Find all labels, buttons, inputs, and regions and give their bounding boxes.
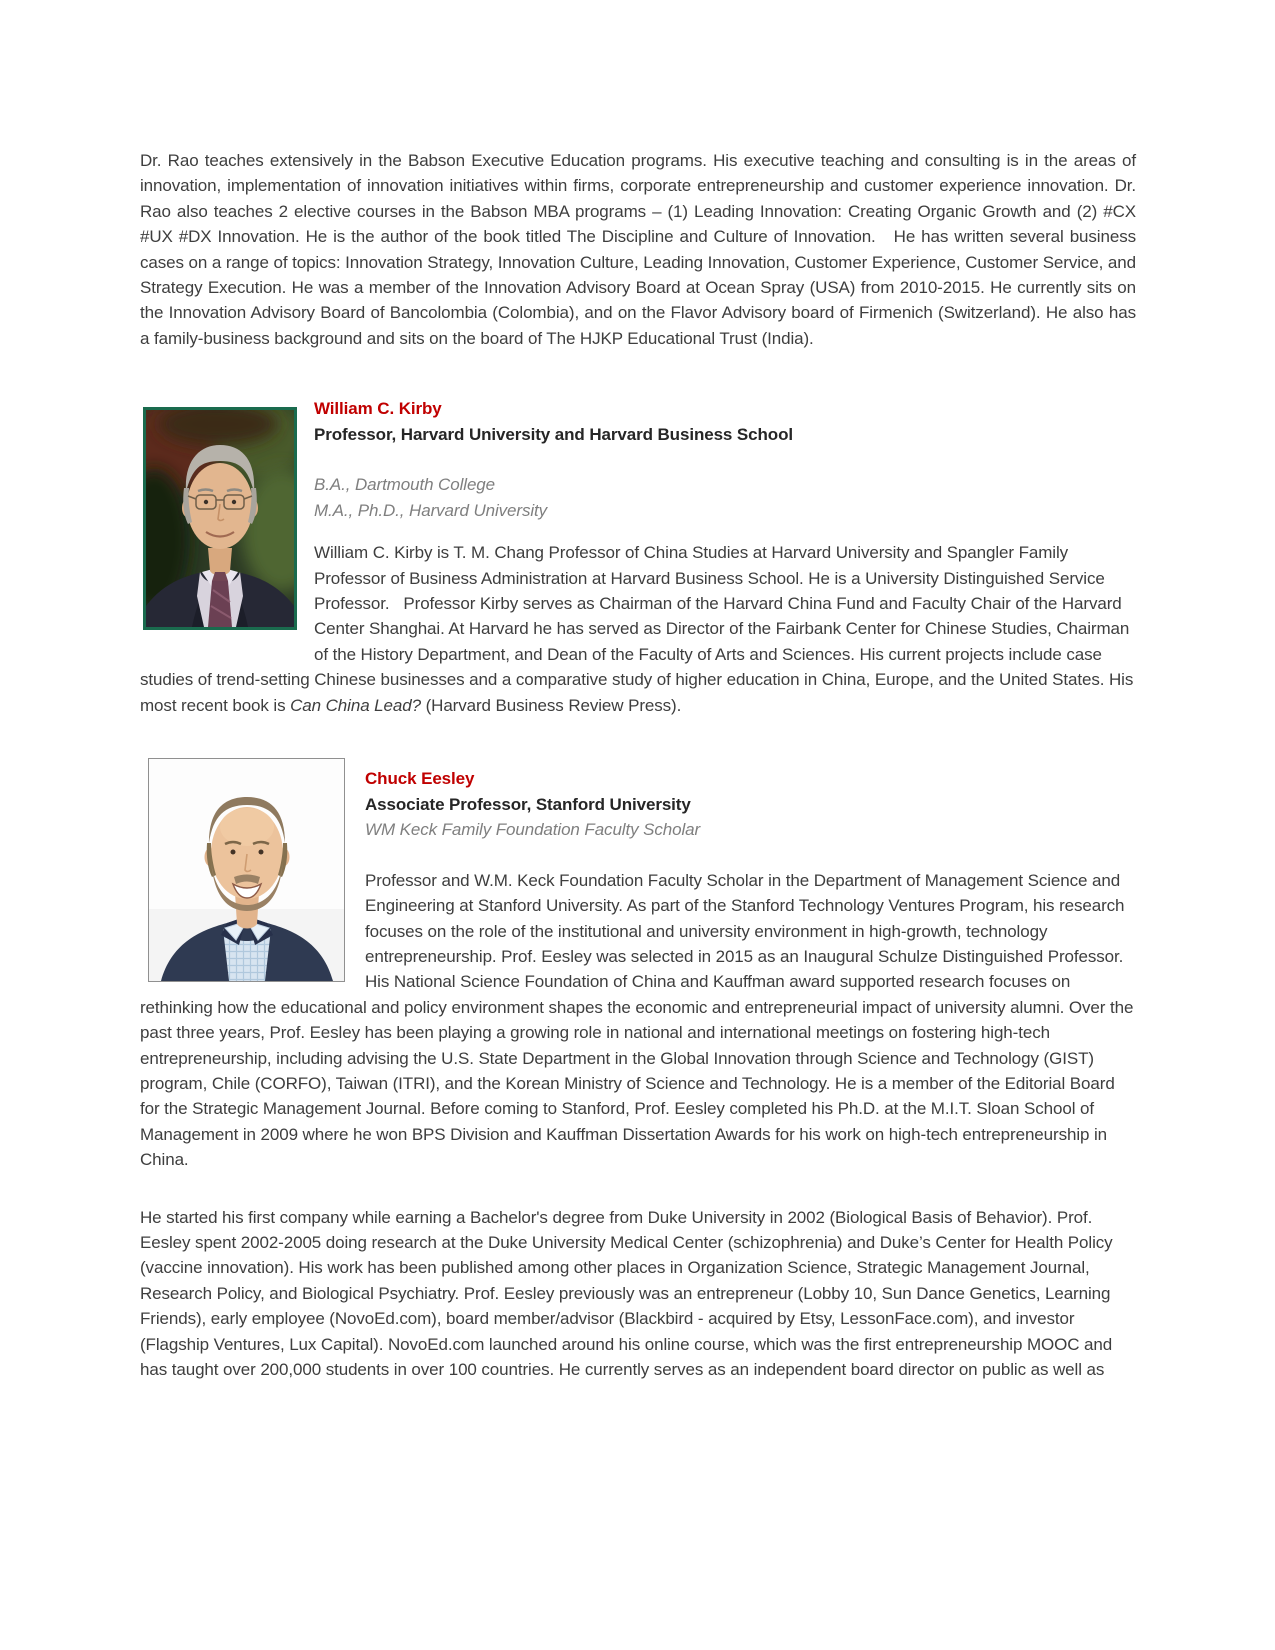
eesley-bio: Professor and W.M. Keck Foundation Faculty Scholar in the Department of Management Science and Engineering at Stanford University. As part of the Stanford Technology Ventures Program, his research focuses on the role of the institutional and university environment in high-growth, technology entrepreneurship. Prof. Eesley was selected in 2015 as an Inaugural Schulze Distinguished Professor. His National Science Foundation of China and Kauffman award supported research focuses on rethinking how the educational and policy environment shapes the economic and entrepreneurial impact of university alumni. Over the past three years, Prof. Eesley has been playing a growing role in national and international meetings on fostering high-tech entrepreneurship, including advising the U.S. State Department in the Global Innovation through Science and Technology (GIST) program, Chile (CORFO), Taiwan (ITRI), and the Korean Ministry of Science and Technology. He is a member of the Editorial Board for the Strategic Management Journal. Before coming to Stanford, Prof. Eesley completed his Ph.D. at the M.I.T. Sloan School of Management in 2009 where he won BPS Division and Kauffman Dissertation Awards for his work on high-tech entrepreneurship in China. xyxy=(140,870,1138,1170)
kirby-degree-2: M.A., Ph.D., Harvard University xyxy=(314,500,548,520)
eesley-portrait-illustration xyxy=(149,759,344,981)
closing-paragraph: He started his first company while earning a Bachelor's degree from Duke University in 2002 (Biological Basis of Behavior). Prof. Eesley spent 2002-2005 doing research at the Duke University Medical Center (schizophrenia) and Duke’s Center for Health Policy (vaccine innovation). His work has been published among other places in Organization Science, Strategic Management Journal, Research Policy, and Biological Psychiatry. Prof. Eesley previously was an entrepreneur (Lobby 10, Sun Dance Genetics, Learning Friends), early employee (NovoEd.com), board member/advisor (Blackbird - acquired by Etsy, LessonFace.com), and investor (Flagship Ventures, Lux Capital). NovoEd.com launched around his online course, which was the first entrepreneurship MOOC and has taught over 200,000 students in over 100 countries. He currently serves as an independent board director on public as well as xyxy=(140,1207,1118,1380)
kirby-bio-text-end: (Harvard Business Review Press). xyxy=(420,695,682,715)
eesley-name: Chuck Eesley xyxy=(365,769,475,789)
kirby-portrait-illustration xyxy=(146,410,294,627)
kirby-bio-book-title: Can China Lead? xyxy=(290,695,421,715)
kirby-name: William C. Kirby xyxy=(314,399,442,419)
eesley-photo xyxy=(148,758,345,982)
eesley-subtitle: WM Keck Family Foundation Faculty Scholar xyxy=(365,819,701,839)
kirby-degree-1: B.A., Dartmouth College xyxy=(314,475,496,495)
document-content xyxy=(140,148,1141,1382)
kirby-title: Professor, Harvard University and Harvard Business School xyxy=(314,424,793,444)
kirby-bio-text: William C. Kirby is T. M. Chang Professor of China Studies at Harvard University and Spangler Family Professor of Business Administration at Harvard Business School. He is a University Distinguished Service Professor. Professor Kirby serves as Chairman of the Harvard China Fund and Faculty Chair of the Harvard Center Shanghai. At Harvard he has served as Director of the Fairbank Center for Chinese Studies, Chairman of the History Department, and Dean of the Faculty of Arts and Sciences. His current projects include case studies of trend-setting Chinese businesses and a comparative study of higher education in China, Europe, and the United States. His most recent book is xyxy=(140,543,1138,715)
kirby-section xyxy=(140,396,1136,718)
intro-paragraph: Dr. Rao teaches extensively in the Babson Executive Education programs. His executive teaching and consulting is in the areas of innovation, implementation of innovation initiatives within firms, corporate entrepreneurship and customer experience innovation. Dr. Rao also teaches 2 elective courses in the Babson MBA programs – (1) Leading Innovation: Creating Organic Growth and (2) #CX #UX #DX Innovation. He is the author of the book titled The Discipline and Culture of Innovation. He has written several business cases on a range of topics: Innovation Strategy, Innovation Culture, Leading Innovation, Customer Experience, Customer Service, and Strategy Execution. He was a member of the Innovation Advisory Board at Ocean Spray (USA) from 2010-2015. He currently sits on the Innovation Advisory Board of Bancolombia (Colombia), and on the Flavor Advisory board of Firmenich (Switzerland). He also has a family-business background and sits on the board of The HJKP Educational Trust (India). xyxy=(140,151,1141,348)
eesley-title: Associate Professor, Stanford University xyxy=(365,794,691,814)
eesley-section xyxy=(140,766,1136,1172)
kirby-photo xyxy=(143,407,297,630)
